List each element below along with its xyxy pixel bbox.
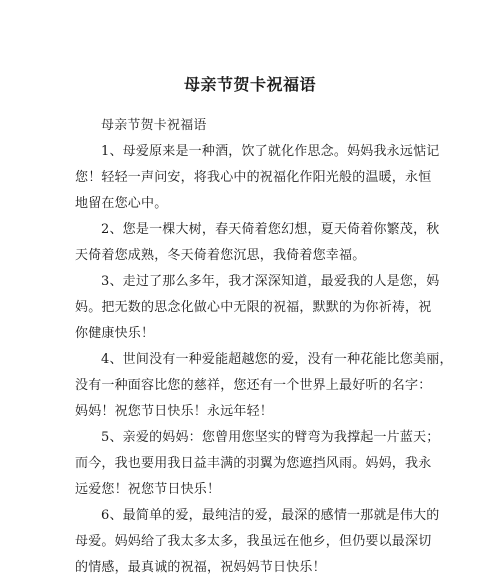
paragraph-line: 妈妈！祝您节日快乐！永远年轻！	[75, 404, 274, 419]
paragraph-line: 5、亲爱的妈妈：您曾用您坚实的臂弯为我撑起一片蓝天；	[101, 430, 440, 445]
paragraph-line: 妈。把无数的思念化做心中无限的祝福，默默的为你祈祷，祝	[75, 300, 432, 315]
paragraph-line: 你健康快乐！	[75, 326, 155, 341]
paragraph-line: 6、最简单的爱，最纯洁的爱，最深的感情一那就是伟大的	[101, 508, 440, 523]
paragraph-line: 3、走过了那么多年，我才深深知道，最爱我的人是您，妈	[101, 274, 440, 289]
paragraph-line: 而今，我也要用我日益丰满的羽翼为您遮挡风雨。妈妈，我永	[75, 456, 432, 471]
document-body	[75, 113, 453, 581]
paragraph-line: 天倚着您成熟，冬天倚着您沉思，我倚着您幸福。	[75, 248, 366, 263]
paragraph-line: 4、世间没有一种爱能超越您的爱，没有一种花能比您美丽，	[101, 352, 453, 367]
paragraph-line: 没有一种面容比您的慈祥，您还有一个世界上最好听的名字：	[75, 378, 432, 393]
section-heading: 母亲节贺卡祝福语	[101, 118, 207, 133]
paragraph-line: 母爱。妈妈给了我太多太多，我虽远在他乡，但仍要以最深切	[75, 534, 432, 549]
paragraph-line: 的情感，最真诚的祝福，祝妈妈节日快乐！	[75, 560, 326, 575]
paragraph-line: 1、母爱原来是一种酒，饮了就化作思念。妈妈我永远惦记	[101, 144, 440, 159]
paragraph-line: 地留在您心中。	[75, 196, 168, 211]
paragraph-line: 2、您是一棵大树，春天倚着您幻想，夏天倚着你繁茂，秋	[101, 222, 440, 237]
document-title: 母亲节贺卡祝福语	[183, 75, 316, 94]
paragraph-line: 远爱您！祝您节日快乐！	[75, 482, 221, 497]
paragraph-line: 您！轻轻一声问安，将我心中的祝福化作阳光般的温暖，永恒	[75, 170, 432, 185]
